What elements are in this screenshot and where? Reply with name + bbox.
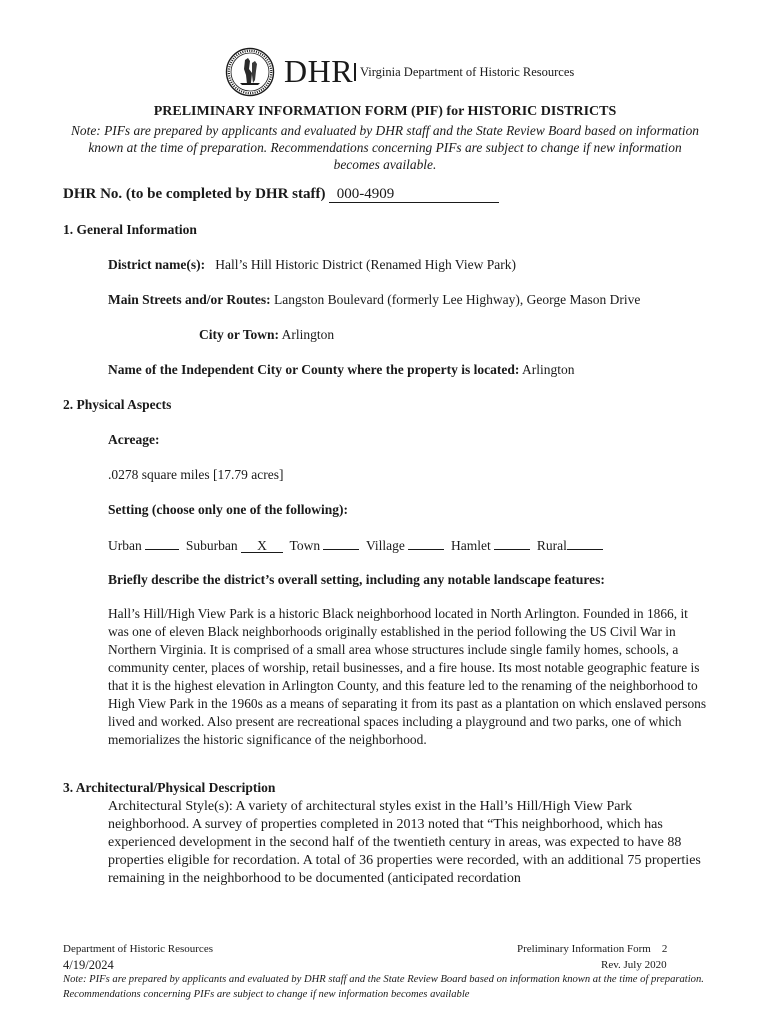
dhr-number-value: 000-4909 (336, 186, 395, 202)
dhr-number-field[interactable] (329, 187, 499, 203)
form-note: Note: PIFs are prepared by applicants and evaluated by DHR staff and the State Review Board based on information known at the time of preparation. Recommendations concerning PIFs are subject to change if new information becomes available. (70, 123, 699, 172)
streets-row (108, 292, 640, 308)
district-name-value[interactable]: Hall’s Hill Historic District (Renamed High View Park) (215, 257, 516, 272)
setting-option-urban[interactable]: Urban (108, 538, 179, 553)
footer-dept: Department of Historic Resources (63, 943, 213, 955)
virginia-seal-icon (225, 47, 275, 97)
county-value[interactable]: Arlington (522, 362, 575, 377)
footer-rev: Rev. July 2020 (601, 959, 667, 971)
section-2-heading: 2. Physical Aspects (63, 397, 172, 412)
county-label: Name of the Independent City or County where the property is located: (108, 362, 520, 377)
streets-label: Main Streets and/or Routes: (108, 292, 271, 307)
logo-separator (354, 63, 356, 81)
streets-value[interactable]: Langston Boulevard (formerly Lee Highway), George Mason Drive (274, 292, 641, 307)
district-name-row (108, 257, 516, 273)
form-title: PRELIMINARY INFORMATION FORM (PIF) for HISTORIC DISTRICTS (153, 104, 617, 119)
footer-form-label: Preliminary Information Form (517, 943, 651, 955)
footer-date: 4/19/2024 (63, 958, 114, 972)
acreage-label: Acreage: (108, 432, 160, 447)
setting-option-rural[interactable]: Rural (537, 538, 603, 553)
dhr-number-label: DHR No. (to be completed by DHR staff) (63, 186, 326, 202)
city-label: City or Town (199, 327, 275, 342)
setting-option-town[interactable]: Town (290, 538, 360, 553)
dhr-logo-text: DHR (284, 53, 354, 89)
acreage-value[interactable]: .0278 square miles [17.79 acres] (108, 467, 284, 482)
describe-label: Briefly describe the district’s overall setting, including any notable landscape features: (108, 572, 605, 587)
setting-label: Setting (choose only one of the following): (108, 502, 348, 517)
describe-text[interactable]: Hall’s Hill/High View Park is a historic Black neighborhood located in North Arlington. Founded in 1866, it was one of eleven Black neighborhoods originally established in the period following the US Civil War in Northern Virginia. It is comprised of a small area whose structures include single family homes, schools, a community center, places of worship, retail businesses, and a fire house. Its most notable geographic feature is that it is the highest elevation in Arlington County, and this feature led to the renaming of the neighborhood to High View Park in the 1960s as a means of separating it from its past as a plantation on which enslaved persons lived and worked. Also present are recreational spaces including a playground and two parks, one of which memorializes the historic significance of the neighborhood. (108, 606, 707, 747)
city-value[interactable]: Arlington (281, 327, 335, 342)
district-name-label: District name(s): (108, 257, 206, 272)
dhr-number-row (63, 186, 499, 203)
architecture-text[interactable]: Architectural Style(s): A variety of architectural styles exist in the Hall’s Hill/High View Park neighborhood. A survey of properties completed in 2013 noted that “This neighborhood, which has experienced development in the second half of the twentieth century in areas, was expected to have 88 properties eligible for recordation. A total of 36 properties were recorded, with an additional 75 properties remaining in the neighborhood to be documented (anticipated recordation (108, 799, 701, 886)
section-1-heading: 1. General Information (63, 222, 197, 237)
footer-form-name (517, 943, 667, 955)
logo-subtitle: Virginia Department of Historic Resources (360, 65, 575, 79)
suburban-mark: X (257, 538, 267, 553)
setting-options (108, 537, 603, 554)
setting-option-hamlet[interactable]: Hamlet (451, 538, 530, 553)
section-3-heading: 3. Architectural/Physical Description (63, 780, 276, 795)
setting-option-village[interactable]: Village (366, 538, 444, 553)
city-row: City or Town: Arlington (199, 327, 335, 342)
county-row (108, 362, 575, 378)
footer-note: Note: PIFs are prepared by applicants and evaluated by DHR staff and the State Review Board based on information known at the time of preparation. Recommendations concerning PIFs are subject to change if new information becomes available (63, 974, 704, 1000)
setting-option-suburban[interactable]: Suburban X (186, 538, 283, 553)
footer-page-number: 2 (661, 943, 668, 955)
